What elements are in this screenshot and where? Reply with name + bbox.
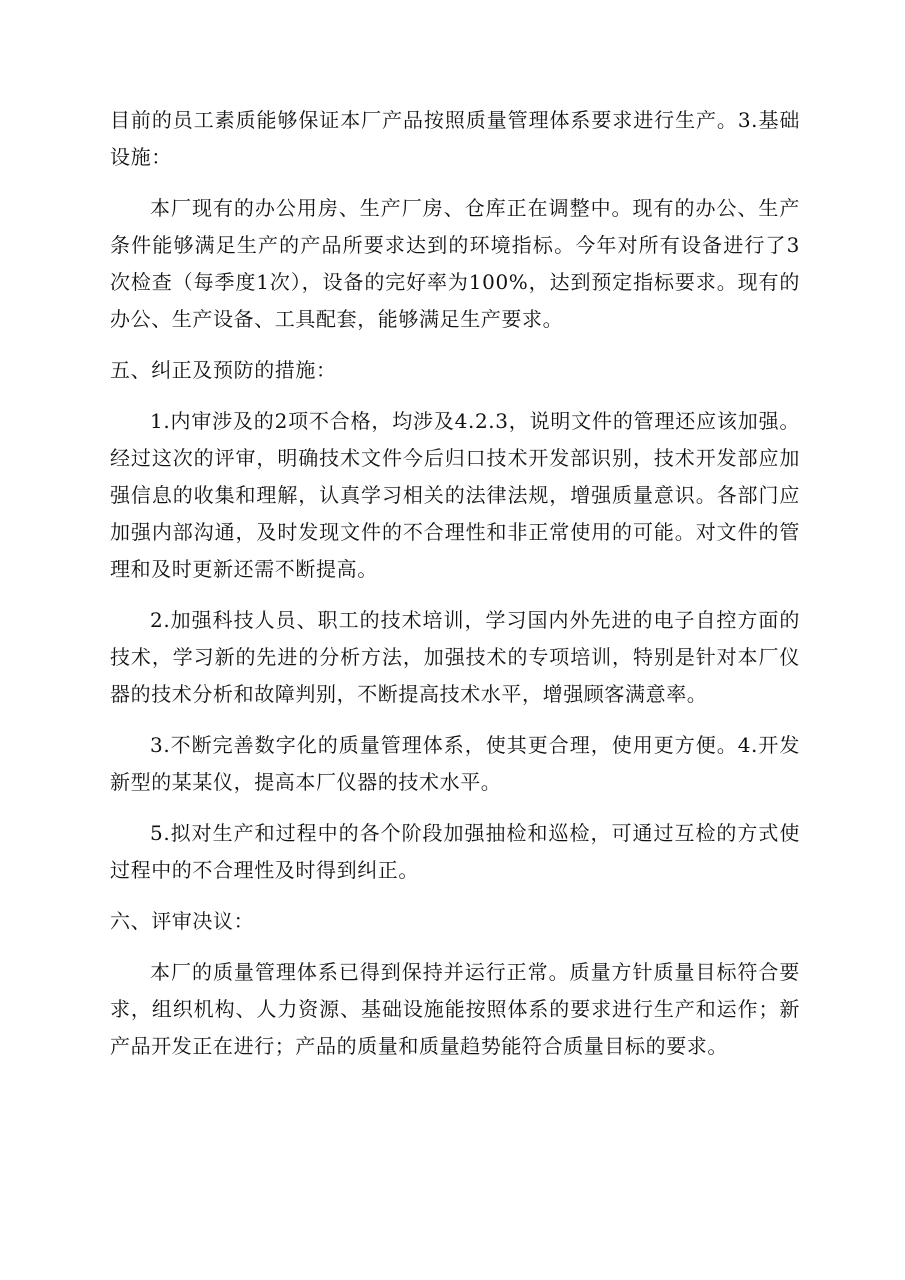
- document-body: [110, 102, 800, 1079]
- paragraph-measure-5: 5.拟对生产和过程中的各个阶段加强抽检和巡检，可通过互检的方式使过程中的不合理性及时得到纠正。: [110, 821, 800, 882]
- paragraph-review-resolution: 本厂的质量管理体系已得到保持并运行正常。质量方针质量目标符合要求，组织机构、人力资源、基础设施能按照体系的要求进行生产和运作；新产品开发正在进行；产品的质量和质量趋势能符合质量目标的要求。: [110, 960, 800, 1058]
- paragraph-measure-2: 2.加强科技人员、职工的技术培训，学习国内外先进的电子自控方面的技术，学习新的先进的分析方法，加强技术的专项培训，特别是针对本厂仪器的技术分析和故障判别，不断提高技术水平，增强顾客满意率。: [110, 608, 800, 706]
- paragraph-measure-3-4: 3.不断完善数字化的质量管理体系，使其更合理，使用更方便。4.开发新型的某某仪，提高本厂仪器的技术水平。: [110, 733, 800, 794]
- paragraph-staff-quality: 目前的员工素质能够保证本厂产品按照质量管理体系要求进行生产。3.基础设施：: [110, 108, 800, 169]
- section-heading-review-resolution: 六、评审决议：: [110, 909, 255, 933]
- paragraph-measure-1: 1.内审涉及的2项不合格，均涉及4.2.3，说明文件的管理还应该加强。经过这次的评审，明确技术文件今后归口技术开发部识别，技术开发部应加强信息的收集和理解，认真学习相关的法律法规，增强质量意识。各部门应加强内部沟通，及时发现文件的不合理性和非正常使用的可能。对文件的管理和及时更新还需不断提高。: [110, 409, 800, 581]
- paragraph-infrastructure: 本厂现有的办公用房、生产厂房、仓库正在调整中。现有的办公、生产条件能够满足生产的产品所要求达到的环境指标。今年对所有设备进行了3次检查（每季度1次），设备的完好率为100%，达到预定指标要求。现有的办公、生产设备、工具配套，能够满足生产要求。: [110, 196, 800, 331]
- section-heading-corrective-measures: 五、纠正及预防的措施：: [110, 358, 337, 382]
